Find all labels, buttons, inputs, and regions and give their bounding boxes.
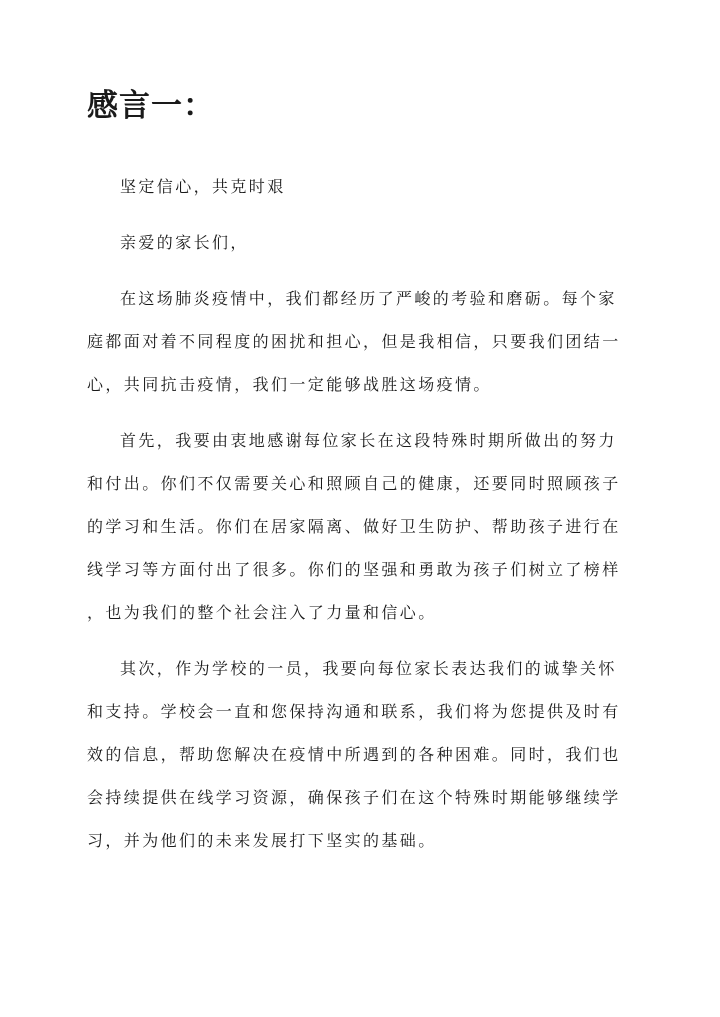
paragraph-2-line-4: 线学习等方面付出了很多。你们的坚强和勇敢为孩子们树立了榜样: [87, 560, 621, 579]
paragraph-3-line-2: 和支持。学校会一直和您保持沟通和联系，我们将为您提供及时有: [87, 702, 621, 721]
paragraph-1-line-3: 心，共同抗击疫情，我们一定能够战胜这场疫情。: [87, 375, 492, 394]
paragraph-3-line-1: 其次，作为学校的一员，我要向每位家长表达我们的诚挚关怀: [120, 659, 617, 678]
paragraph-2-line-5: ，也为我们的整个社会注入了力量和信心。: [87, 603, 437, 622]
document-subtitle: 坚定信心，共克时艰: [120, 177, 286, 196]
paragraph-2-line-2: 和付出。你们不仅需要关心和照顾自己的健康，还要同时照顾孩子: [87, 474, 621, 493]
paragraph-1-line-2: 庭都面对着不同程度的困扰和担心，但是我相信，只要我们团结一: [87, 332, 621, 351]
document-heading: 感言一：: [87, 88, 215, 124]
paragraph-2-line-1: 首先，我要由衷地感谢每位家长在这段特殊时期所做出的努力: [120, 431, 617, 450]
paragraph-3-line-5: 习，并为他们的未来发展打下坚实的基础。: [87, 831, 437, 850]
paragraph-2-line-3: 的学习和生活。你们在居家隔离、做好卫生防护、帮助孩子进行在: [87, 517, 621, 536]
paragraph-3-line-4: 会持续提供在线学习资源，确保孩子们在这个特殊时期能够继续学: [87, 788, 621, 807]
paragraph-1-line-1: 在这场肺炎疫情中，我们都经历了严峻的考验和磨砺。每个家: [120, 289, 617, 308]
salutation: 亲爱的家长们，: [120, 233, 249, 252]
paragraph-3-line-3: 效的信息，帮助您解决在疫情中所遇到的各种困难。同时，我们也: [87, 745, 621, 764]
